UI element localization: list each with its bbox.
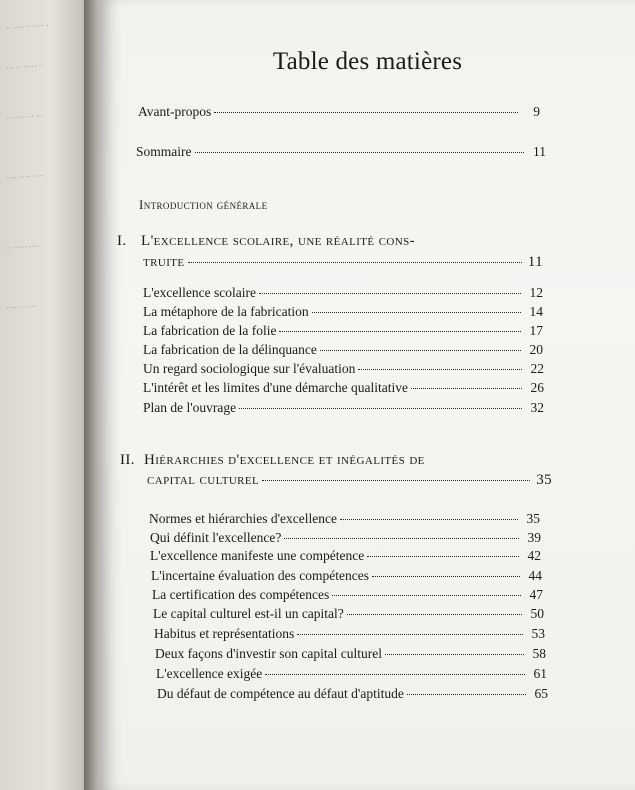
part-2-heading-cont xyxy=(147,472,552,489)
entry-label: Plan de l'ouvrage xyxy=(143,400,237,415)
part-page: 11 xyxy=(527,254,543,270)
toc-entry xyxy=(150,548,541,564)
toc-entry xyxy=(143,342,543,358)
bleed-through-text: ·· ····· ···· xyxy=(5,241,40,253)
toc-entry xyxy=(150,530,541,546)
toc-entry xyxy=(149,511,540,527)
toc-entry xyxy=(143,380,544,396)
entry-page: 58 xyxy=(532,646,546,661)
toc-entry xyxy=(143,361,544,377)
dot-leader xyxy=(372,576,520,577)
entry-label: La fabrication de la folie xyxy=(143,323,277,338)
section-intro: Introduction générale xyxy=(139,197,268,212)
entry-label: Sommaire xyxy=(136,144,192,159)
bleed-through-text: ·· ····· ·· ··· xyxy=(5,111,45,123)
part-1-heading xyxy=(117,233,537,250)
entry-page: 61 xyxy=(533,666,547,681)
entry-label: Le capital culturel est-il un capital? xyxy=(153,606,344,621)
part-page: 35 xyxy=(536,472,552,488)
left-page xyxy=(0,0,92,790)
dot-leader xyxy=(407,694,526,695)
entry-page: 53 xyxy=(531,626,545,641)
entry-page: 22 xyxy=(530,361,544,376)
page-title: Table des matières xyxy=(272,48,463,75)
entry-page: 39 xyxy=(527,530,541,545)
toc-entry-sommaire xyxy=(136,144,546,160)
entry-page: 50 xyxy=(530,606,544,621)
entry-page: 17 xyxy=(529,323,543,338)
part-title-line1: L'excellence scolaire, une réalité cons- xyxy=(141,233,416,249)
entry-label: Deux façons d'investir son capital culturel xyxy=(155,646,382,661)
bleed-through-text: ···· ·· ·· ···· xyxy=(5,171,45,183)
dot-leader xyxy=(367,556,519,557)
entry-label: L'excellence exigée xyxy=(156,666,263,681)
toc-entry xyxy=(153,606,544,622)
entry-page: 14 xyxy=(529,304,543,319)
toc-entry xyxy=(143,323,543,339)
entry-page: 42 xyxy=(527,548,541,563)
dot-leader xyxy=(411,388,522,389)
dot-leader xyxy=(214,112,518,113)
entry-label: La fabrication de la délinquance xyxy=(143,342,317,357)
part-1-heading-cont xyxy=(143,254,543,271)
entry-label: La métaphore de la fabrication xyxy=(143,304,309,319)
dot-leader xyxy=(188,262,522,263)
dot-leader xyxy=(195,152,525,153)
entry-page: 35 xyxy=(526,511,540,526)
entry-label: Normes et hiérarchies d'excellence xyxy=(149,511,337,526)
toc-entry xyxy=(143,304,543,320)
entry-label: L'incertaine évaluation des compétences xyxy=(151,568,369,583)
entry-label: L'intérêt et les limites d'une démarche qualitative xyxy=(143,380,409,395)
dot-leader xyxy=(385,654,524,655)
part-number: II. xyxy=(120,452,135,468)
dot-leader xyxy=(312,312,521,313)
dot-leader xyxy=(265,674,525,675)
dot-leader xyxy=(259,293,521,294)
entry-page: 20 xyxy=(529,342,543,357)
entry-label: L'excellence scolaire xyxy=(143,285,256,300)
bleed-through-text: ·· ···· ·· ···· · xyxy=(5,20,49,33)
dot-leader xyxy=(239,408,522,409)
toc-entry xyxy=(155,646,546,662)
dot-leader xyxy=(332,595,521,596)
entry-label: Un regard sociologique sur l'évaluation xyxy=(143,361,356,376)
entry-page: 47 xyxy=(529,587,543,602)
entry-label: Du défaut de compétence au défaut d'aptitude xyxy=(157,686,404,701)
toc-entry xyxy=(156,666,547,682)
toc-entry xyxy=(152,587,543,603)
entry-page: 44 xyxy=(528,568,542,583)
dot-leader xyxy=(358,369,522,370)
toc-entry xyxy=(154,626,545,642)
toc-entry xyxy=(151,568,542,584)
entry-page: 26 xyxy=(530,380,544,395)
part-title-line1: Hiérarchies d'excellence et inégalités de xyxy=(144,452,425,468)
entry-label: La certification des compétences xyxy=(152,587,330,602)
part-title-line2: truite xyxy=(143,254,185,270)
entry-page: 12 xyxy=(529,285,543,300)
bleed-through-text: ··· ·· ····· ·· xyxy=(5,61,45,73)
toc-page xyxy=(100,0,635,790)
entry-page: 9 xyxy=(533,104,540,119)
entry-label: Avant-propos xyxy=(138,104,212,119)
entry-page: 11 xyxy=(533,144,546,159)
entry-page: 32 xyxy=(530,400,544,415)
entry-label: Qui définit l'excellence? xyxy=(150,530,282,545)
entry-label: Habitus et représentations xyxy=(154,626,295,641)
bleed-through-text: ····· ·· ··· xyxy=(5,301,37,313)
part-number: I. xyxy=(117,233,127,249)
dot-leader xyxy=(284,538,519,539)
dot-leader xyxy=(340,519,518,520)
dot-leader xyxy=(297,634,523,635)
dot-leader xyxy=(320,350,521,351)
toc-entry xyxy=(157,686,548,702)
part-2-heading xyxy=(120,452,540,469)
toc-entry xyxy=(143,400,544,416)
toc-entry xyxy=(143,285,543,301)
dot-leader xyxy=(347,614,522,615)
dot-leader xyxy=(279,331,521,332)
toc-entry-avant-propos xyxy=(138,104,540,120)
entry-page: 65 xyxy=(534,686,548,701)
entry-label: L'excellence manifeste une compétence xyxy=(150,548,365,563)
dot-leader xyxy=(262,480,530,481)
part-title-line2: capital culturel xyxy=(147,472,260,488)
